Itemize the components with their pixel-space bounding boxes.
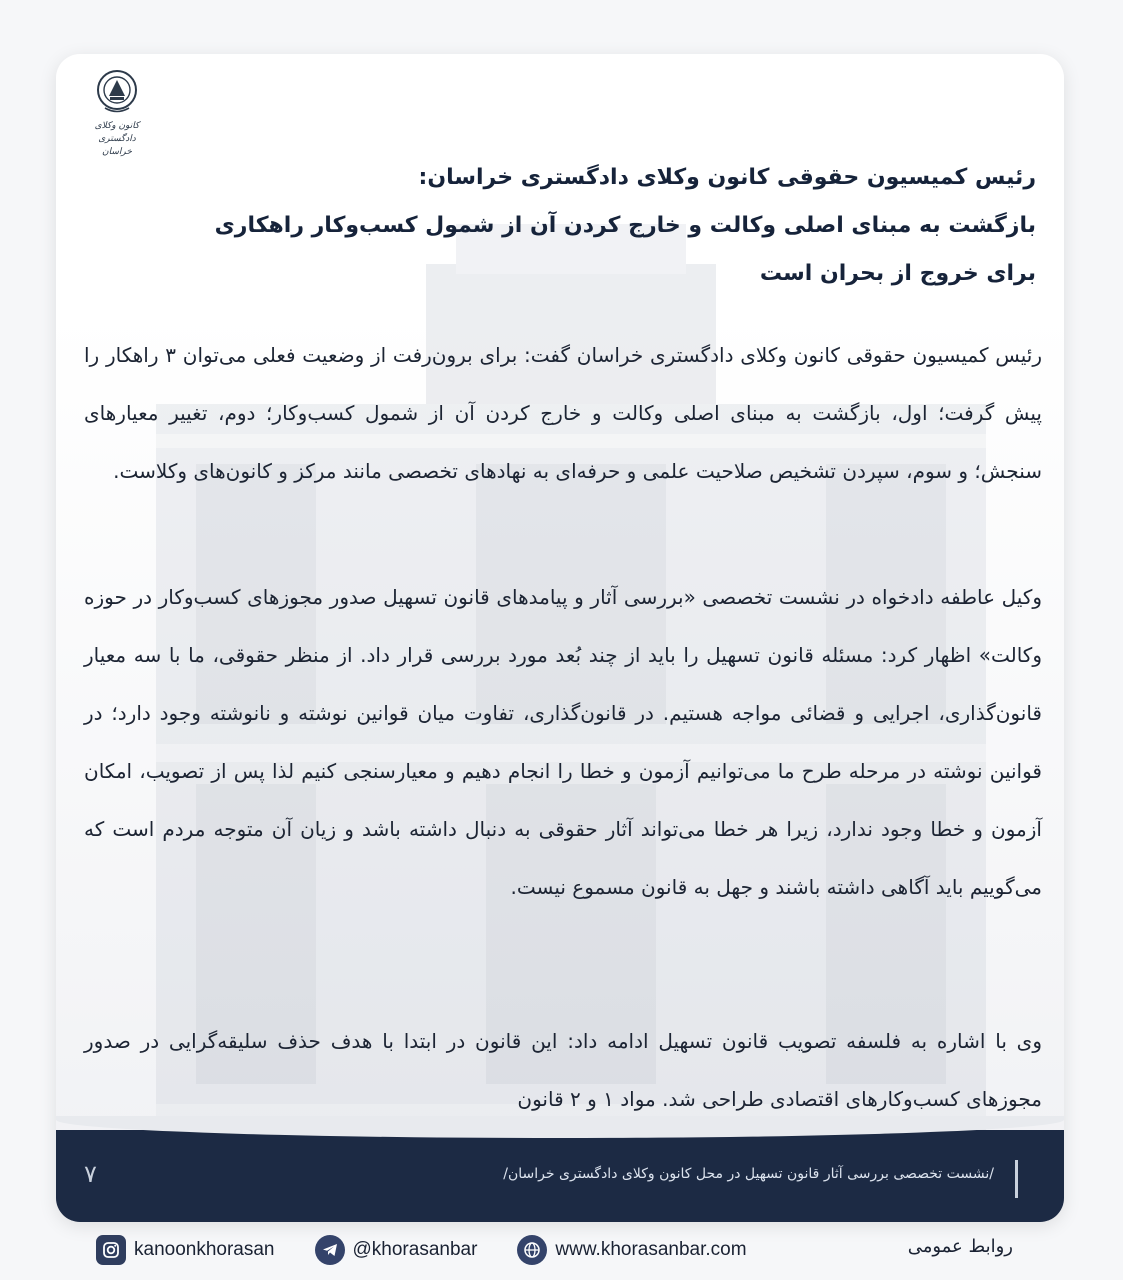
logo-text: کانون وکلای دادگستری خراسان: [94, 121, 140, 157]
headline: [76, 154, 1036, 298]
photo-caption: /نشست تخصصی بررسی آثار قانون تسهیل در محل کانون وکلای دادگستری خراسان/: [503, 1166, 994, 1182]
instagram-link[interactable]: [96, 1235, 275, 1265]
article-card: [56, 54, 1064, 1222]
caption-footer-bar: [56, 1130, 1064, 1222]
website-url: www.khorasanbar.com: [555, 1239, 747, 1260]
telegram-link[interactable]: [315, 1235, 478, 1265]
paragraph-3: وی با اشاره به فلسفه تصویب قانون تسهیل ادامه داد: این قانون در ابتدا با هدف حذف سلیقه‌گرایی در صدور مجوزهای کسب‌وکارهای اقتصادی طراحی شد. مواد ۱ و ۲ قانون: [84, 1029, 1042, 1111]
page-number: ۷: [84, 1160, 97, 1188]
emblem-icon: [95, 68, 139, 116]
website-link[interactable]: [517, 1235, 746, 1265]
headline-line-2: بازگشت به مبنای اصلی وکالت و خارج کردن آن از شمول کسب‌وکار راهکاری: [214, 213, 1036, 238]
headline-line-3: برای خروج از بحران است: [759, 261, 1036, 286]
public-relations-label: روابط عمومی: [907, 1236, 1013, 1257]
headline-line-1: رئیس کمیسیون حقوقی کانون وکلای دادگستری خراسان:: [418, 165, 1036, 190]
caption-divider: [1015, 1160, 1018, 1198]
instagram-icon: [96, 1235, 126, 1265]
globe-icon: [517, 1235, 547, 1265]
telegram-handle: @khorasanbar: [352, 1239, 478, 1260]
paragraph-2: وکیل عاطفه دادخواه در نشست تخصصی «بررسی آثار و پیامدهای قانون تسهیل صدور مجوزهای کسب‌وکار در حوزه وکالت» اظهار کرد: مسئله قانون تسهیل را باید از چند بُعد مورد بررسی قرار داد. از منظر حقوقی، ما با سه معیار قانون‌گذاری، اجرایی و قضائی مواجه هستیم. در قانون‌گذاری، تفاوت میان قوانین نوشته و نانوشته وجود دارد؛ در قوانین نوشته در مرحله طرح ما می‌توانیم آزمون و خطا را انجام دهیم و معیارسنجی کنیم لذا پس از تصویب، امکان آزمون و خطا وجود ندارد، زیرا هر خطا می‌تواند آثار حقوقی به دنبال داشته باشد و زیان آن متوجه مردم است که می‌گوییم باید آگاهی داشته باشند و جهل به قانون مسموع نیست.: [84, 585, 1042, 899]
paragraph-1: رئیس کمیسیون حقوقی کانون وکلای دادگستری خراسان گفت: برای برون‌رفت از وضعیت فعلی می‌توان ۳ راهکار را پیش گرفت؛ اول، بازگشت به مبنای اصلی وکالت و خارج کردن آن از شمول کسب‌وکار؛ دوم، تغییر معیارهای سنجش؛ و سوم، سپردن تشخیص صلاحیت علمی و حرفه‌ای به نهادهای تخصصی مانند مرکز و کانون‌های وکلاست.: [84, 343, 1042, 483]
telegram-icon: [315, 1235, 345, 1265]
instagram-handle: kanoonkhorasan: [134, 1239, 275, 1260]
